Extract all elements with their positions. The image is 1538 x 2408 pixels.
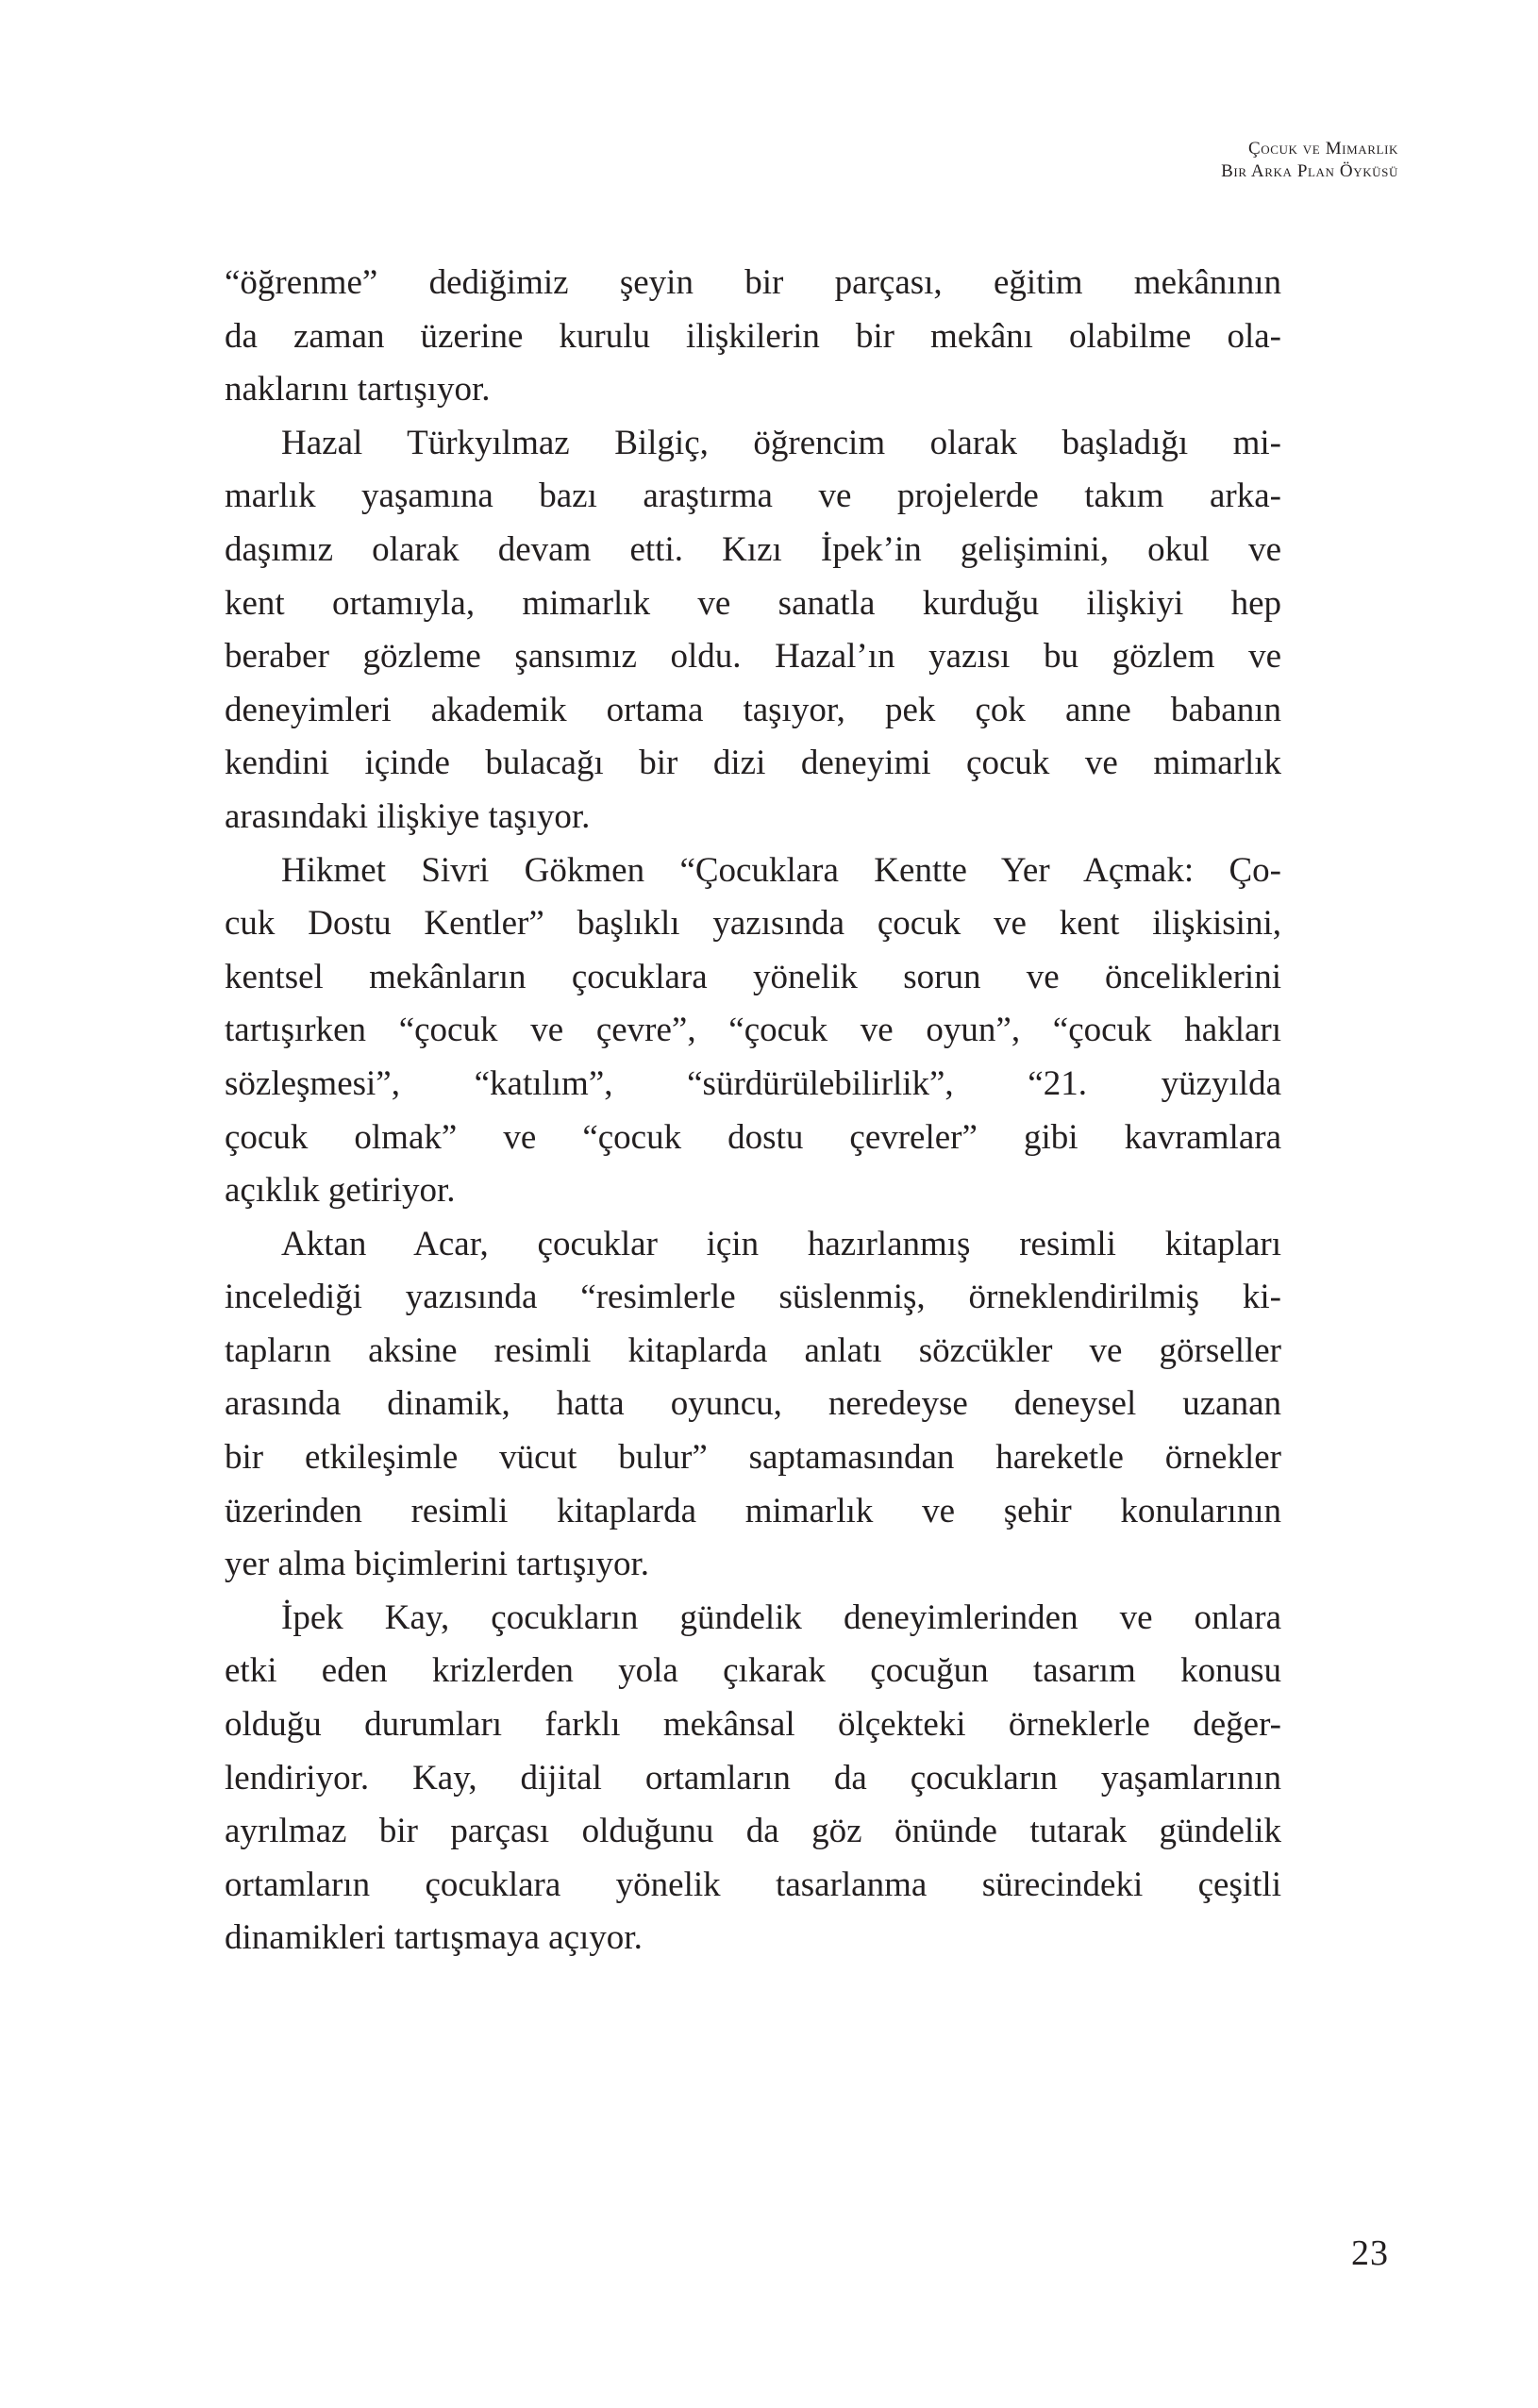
paragraph [225, 1592, 1281, 1965]
paragraph [225, 257, 1281, 417]
text-line: daşımız olarak devam etti. Kızı İpek’in gelişimini, okul ve [225, 529, 1281, 569]
text-line: ayrılmaz bir parçası olduğunu da göz önünde tutarak gündelik [225, 1812, 1281, 1851]
text-line: incelediği yazısında “resimlerle süslenmiş, örneklendirilmiş ki- [225, 1278, 1281, 1317]
text-line: Aktan Acar, çocuklar için hazırlanmış resimli kitapları [281, 1224, 1281, 1263]
text-line: tapların aksine resimli kitaplarda anlatı sözcükler ve görseller [225, 1330, 1281, 1370]
text-line: arasında dinamik, hatta oyuncu, neredeyse deneysel uzanan [225, 1384, 1281, 1424]
text-line: deneyimleri akademik ortama taşıyor, pek çok anne babanın [225, 690, 1281, 729]
text-line: bir etkileşimle vücut bulur” saptamasından hareketle örnekler [225, 1438, 1281, 1478]
running-head-chapter-title: Bir Arka Plan Öyküsü [1221, 161, 1398, 181]
text-line: sözleşmesi”, “katılım”, “sürdürülebilirlik”, “21. yüzyılda [225, 1063, 1281, 1103]
text-line: arasındaki ilişkiye taşıyor. [225, 796, 591, 836]
text-line: çocuk olmak” ve “çocuk dostu çevreler” gibi kavramlara [225, 1117, 1281, 1157]
paragraph [225, 1218, 1281, 1592]
text-line: lendiriyor. Kay, dijital ortamların da çocukların yaşamlarının [225, 1758, 1281, 1798]
text-line: ortamların çocuklara yönelik tasarlanma sürecindeki çeşitli [225, 1865, 1281, 1904]
text-line: üzerinden resimli kitaplarda mimarlık ve şehir konularının [225, 1491, 1281, 1530]
text-line: etki eden krizlerden yola çıkarak çocuğun tasarım konusu [225, 1651, 1281, 1691]
text-line: yer alma biçimlerini tartışıyor. [225, 1545, 650, 1584]
text-line: açıklık getiriyor. [225, 1171, 456, 1211]
running-head [1221, 138, 1398, 183]
text-line: Hazal Türkyılmaz Bilgiç, öğrencim olarak başladığı mi- [281, 423, 1281, 462]
text-line: olduğu durumları farklı mekânsal ölçekteki örneklerle değer- [225, 1705, 1281, 1745]
paragraph [225, 417, 1281, 844]
paragraph [225, 844, 1281, 1218]
text-line: cuk Dostu Kentler” başlıklı yazısında çocuk ve kent ilişkisini, [225, 904, 1281, 944]
text-line: kent ortamıyla, mimarlık ve sanatla kurduğu ilişkiyi hep [225, 583, 1281, 623]
text-line: Hikmet Sivri Gökmen “Çocuklara Kentte Yer Açmak: Ço- [281, 850, 1281, 890]
body-text [225, 257, 1281, 1965]
text-line: marlık yaşamına bazı araştırma ve projelerde takım arka- [225, 477, 1281, 516]
running-head-book-title: Çocuk ve Mimarlık [1247, 139, 1398, 159]
text-line: kendini içinde bulacağı bir dizi deneyimi çocuk ve mimarlık [225, 744, 1281, 783]
page-number: 23 [1351, 2233, 1389, 2273]
text-line: “öğrenme” dediğimiz şeyin bir parçası, eğitim mekânının [225, 263, 1281, 302]
text-line: İpek Kay, çocukların gündelik deneyimlerinden ve onlara [281, 1597, 1281, 1637]
text-line: da zaman üzerine kurulu ilişkilerin bir mekânı olabilme ola- [225, 316, 1281, 356]
text-line: beraber gözleme şansımız oldu. Hazal’ın yazısı bu gözlem ve [225, 637, 1281, 677]
text-line: kentsel mekânların çocuklara yönelik sorun ve önceliklerini [225, 957, 1281, 996]
text-line: naklarını tartışıyor. [225, 370, 491, 410]
text-line: tartışırken “çocuk ve çevre”, “çocuk ve oyun”, “çocuk hakları [225, 1011, 1281, 1050]
text-line: dinamikleri tartışmaya açıyor. [225, 1918, 643, 1958]
